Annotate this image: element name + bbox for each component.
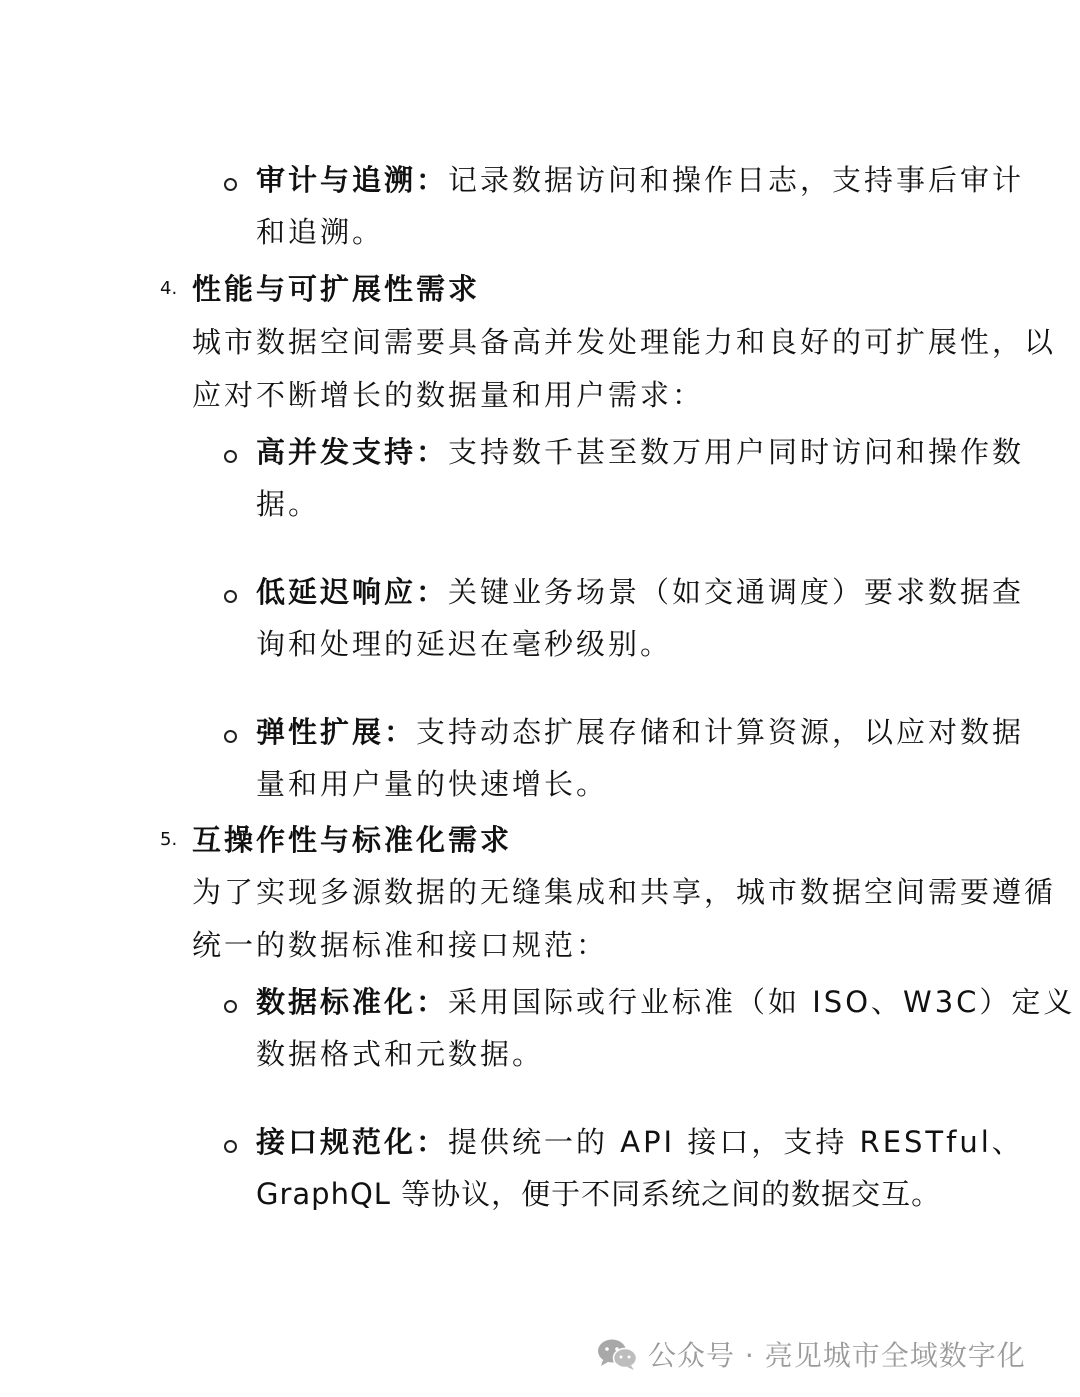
list-item-label: 高并发支持： xyxy=(256,435,449,469)
wechat-icon xyxy=(596,1337,638,1371)
bullet-circle-icon xyxy=(224,1140,237,1153)
section-5-number: 5. xyxy=(160,829,178,850)
section-5-intro-2: 统一的数据标准和接口规范： xyxy=(192,928,609,962)
list-item-label: 低延迟响应： xyxy=(256,575,449,609)
section-4-intro-1: 城市数据空间需要具备高并发处理能力和良好的可扩展性，以 xyxy=(192,325,1057,359)
list-item-line-1 xyxy=(256,432,1024,472)
list-item-text: 采用国际或行业标准（如 ISO、W3C）定义 xyxy=(448,985,1076,1019)
bullet-circle-icon xyxy=(224,450,237,463)
bullet-circle-icon xyxy=(224,178,237,191)
bullet-circle-icon xyxy=(224,1000,237,1013)
section-5-intro-1: 为了实现多源数据的无缝集成和共享，城市数据空间需要遵循 xyxy=(192,875,1057,909)
list-item-line-2: 询和处理的延迟在毫秒级别。 xyxy=(256,627,673,661)
list-item-line-1 xyxy=(256,572,1024,612)
wechat-account-watermark xyxy=(596,1334,1026,1374)
section-4-intro-2: 应对不断增长的数据量和用户需求： xyxy=(192,378,705,412)
list-item-line-1 xyxy=(256,1122,1024,1162)
bullet-circle-icon xyxy=(224,590,237,603)
list-item-text: 关键业务场景（如交通调度）要求数据查 xyxy=(448,575,1025,609)
list-item-line-2: 据。 xyxy=(256,487,321,521)
list-item-text: 支持动态扩展存储和计算资源，以应对数据 xyxy=(416,715,1025,749)
section-4-title: 性能与可扩展性需求 xyxy=(192,272,481,306)
list-item-line-2: 量和用户量的快速增长。 xyxy=(256,767,609,801)
list-item-line-2: 数据格式和元数据。 xyxy=(256,1037,545,1071)
audit-line-1 xyxy=(256,160,1024,200)
list-item-label: 数据标准化： xyxy=(256,985,449,1019)
watermark-text: 公众号 · 亮见城市全域数字化 xyxy=(648,1339,1026,1372)
list-item-line-2: GraphQL 等协议，便于不同系统之间的数据交互。 xyxy=(256,1177,942,1211)
section-4-number: 4. xyxy=(160,278,178,299)
list-item-line-1 xyxy=(256,982,1075,1022)
list-item-text: 提供统一的 API 接口，支持 RESTful、 xyxy=(448,1125,1024,1159)
audit-line-2: 和追溯。 xyxy=(256,215,385,249)
list-item-label: 弹性扩展： xyxy=(256,715,417,749)
bullet-circle-icon xyxy=(224,730,237,743)
list-item-text: 支持数千甚至数万用户同时访问和操作数 xyxy=(448,435,1025,469)
audit-label: 审计与追溯： xyxy=(256,163,449,197)
list-item-label: 接口规范化： xyxy=(256,1125,449,1159)
audit-text-1: 记录数据访问和操作日志，支持事后审计 xyxy=(448,163,1025,197)
list-item-line-1 xyxy=(256,712,1024,752)
section-5-title: 互操作性与标准化需求 xyxy=(192,823,513,857)
